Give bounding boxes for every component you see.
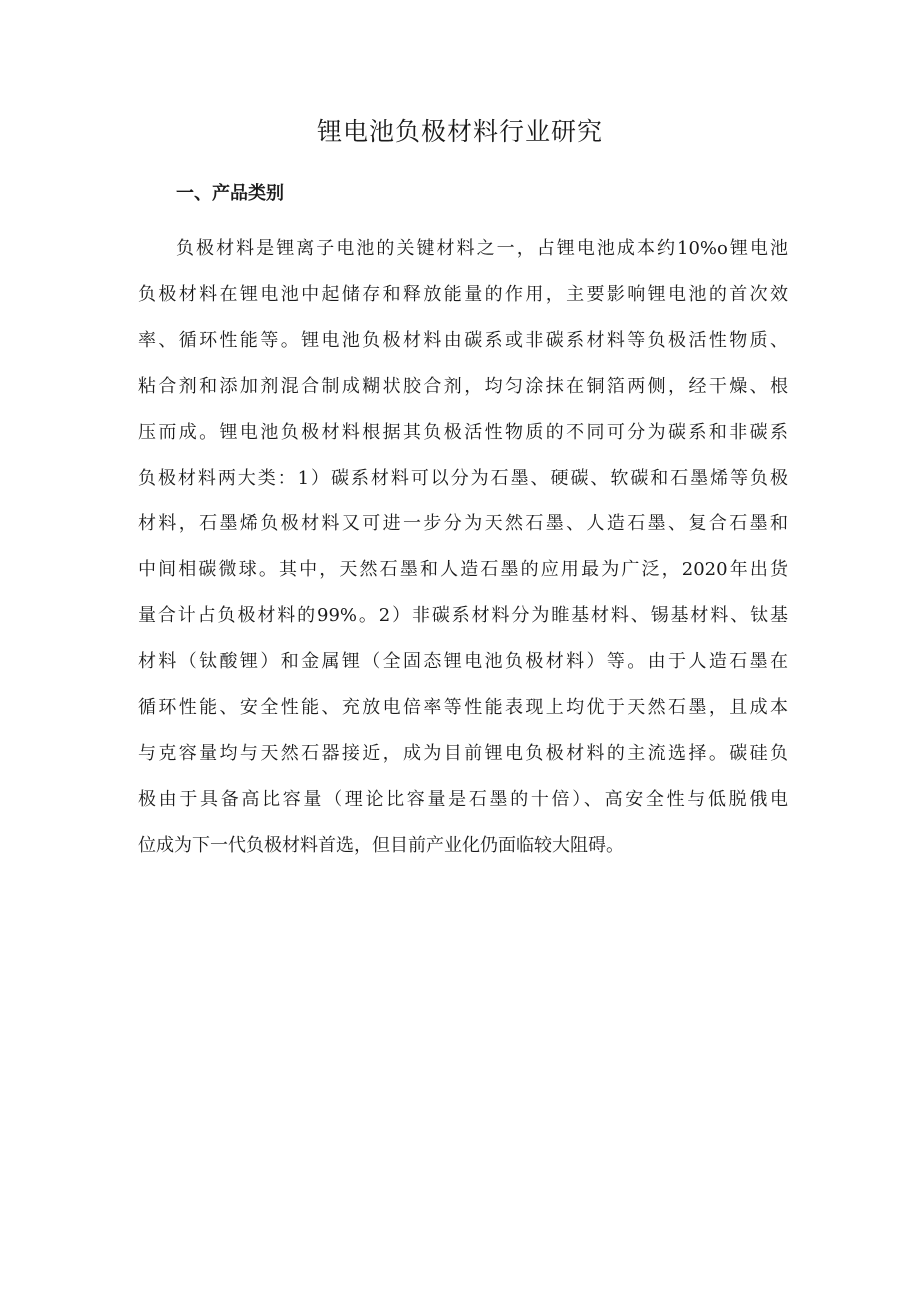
document-title: 锂电池负极材料行业研究 bbox=[316, 117, 603, 146]
paragraph-line: 负极材料在锂电池中起储存和释放能量的作用，主要影响锂电池的首次效 bbox=[138, 283, 788, 305]
paragraph-line: 循环性能、安全性能、充放电倍率等性能表现上均优于天然石墨，且成本 bbox=[138, 697, 788, 719]
paragraph-line: 与克容量均与天然石器接近，成为目前锂电负极材料的主流选择。碳硅负 bbox=[138, 742, 788, 764]
paragraph-line: 粘合剂和添加剂混合制成糊状胶合剂，均匀涂抹在铜箔两侧，经干燥、根 bbox=[138, 375, 788, 397]
paragraph-line: 位成为下一代负极材料首选，但目前产业化仍面临较大阻碍。 bbox=[138, 834, 624, 856]
paragraph-line: 率、循环性能等。锂电池负极材料由碳系或非碳系材料等负极活性物质、 bbox=[138, 329, 788, 351]
section-heading: 一、产品类别 bbox=[176, 183, 284, 204]
paragraph-line: 量合计占负极材料的99%。2）非碳系材料分为睢基材料、锡基材料、钛基 bbox=[138, 605, 788, 627]
paragraph-line: 材料，石墨烯负极材料又可进一步分为天然石墨、人造石墨、复合石墨和 bbox=[138, 513, 788, 535]
body-paragraph bbox=[138, 226, 788, 869]
paragraph-line: 负极材料两大类：1）碳系材料可以分为石墨、硬碳、软碳和石墨烯等负极 bbox=[138, 467, 788, 489]
paragraph-line: 极由于具备高比容量（理论比容量是石墨的十倍）、高安全性与低脱俄电 bbox=[138, 788, 788, 810]
paragraph-line: 材料（钛酸锂）和金属锂（全固态锂电池负极材料）等。由于人造石墨在 bbox=[138, 651, 788, 673]
paragraph-line: 负极材料是锂离子电池的关键材料之一，占锂电池成本约10%o锂电池 bbox=[176, 238, 788, 259]
paragraph-line: 中间相碳微球。其中，天然石墨和人造石墨的应用最为广泛，2020年出货 bbox=[138, 559, 788, 581]
paragraph-line: 压而成。锂电池负极材料根据其负极活性物质的不同可分为碳系和非碳系 bbox=[138, 421, 788, 443]
